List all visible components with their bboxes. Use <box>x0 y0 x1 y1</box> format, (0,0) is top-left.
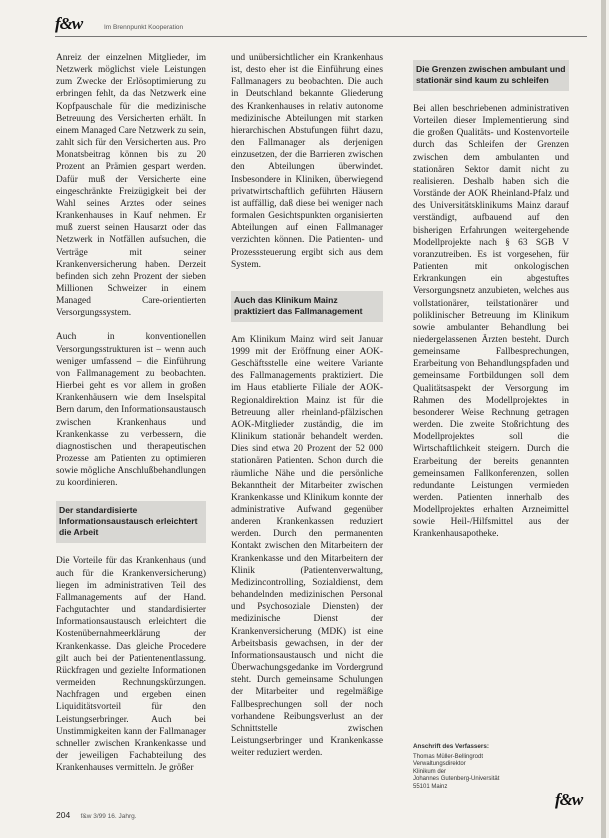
address-title: Anschrift des Verfassers: <box>413 743 489 750</box>
page-number: 204 <box>56 810 71 820</box>
paragraph: Am Klinikum Mainz wird seit Januar 1999 mit der Eröffnung einer AOK-Geschäftsstelle eine weitere Variante des Fallmanagements praktiziert. Die im Haus etablierte Filiale der AOK-Regionaldirektion Mainz ist für die Betreuung aller rheinland-pfälzischen AOK-Mitglieder zuständig, die im Klinikum stationär behandelt werden. Dies sind etwa 20 Prozent der 52 000 stationären Patienten. Schon durch die räumliche Nähe und die persönliche Bekanntheit der Mitarbeiter zwischen Krankenkasse und Klinikum konnte der administrative Aufwand gegenüber anderen Krankenkassen reduziert werden. Durch den permanenten Kontakt zwischen den Mitarbeitern der Krankenkasse und den Mitarbeitern der Klinik (Patientenverwaltung, Medizincontrolling, Sozialdienst, dem behandelnden medizinischen Personal und Psychosoziale Diensten) der medizinische Dienst der Krankenversicherung (MDK) ist eine Arbeitsbasis gewachsen, in der der Informationsaustausch und nicht die Überwachungsgedanke im Vordergrund steht. Durch gemeinsame Schulungen der Mitarbeiter und regelmäßige Fallbesprechungen soll der noch vorhandene Reibungsverlust an der Schnittstelle zwischen Leistungserbringer und Krankenkasse weiter reduziert werden. <box>231 334 383 759</box>
address-line: Thomas Müller-Bellingrodt <box>413 753 484 760</box>
column-1 <box>56 52 206 786</box>
paragraph: Anreiz der einzelnen Mitglieder, im Netzwerk möglichst viele Leistungen zum Zwecke der Erlösoptimierung zu erbringen fehlt, da das Netzwerk eine Kopfpauschale für die medizinische Betreuung des Versicherten erhält. In einem Managed Care Netzwerk zu sein, zahlt sich für den Versicherten aus. Pro Monatsbeitrag können bis zu 20 Prozent an Prämien gespart werden. Dafür muß der Versicherte eine eingeschränkte Freizügigkeit bei der Wahl seines Arztes oder seines Krankenhauses in Kauf nehmen. Er muß zuerst seinen Hausarzt oder das Netzwerk in Notfällen aufsuchen, die Verträge mit seiner Krankenversicherung haben. Derzeit befinden sich zehn Prozent der sieben Millionen Schweizer in einem Managed Care-orientierten Versorgungssystem. <box>56 53 206 319</box>
address-line: 55101 Mainz <box>413 783 448 790</box>
column-2 <box>231 52 383 771</box>
paragraph: Bei allen beschriebenen administrativen Vorteilen dieser Implementierung sind die großen Qualitäts- und Kostenvorteile durch das Schleifen der Grenzen zwischen dem ambulanten und stationären Sektor damit nicht zu realisieren. Deshalb haben sich die Vorstände der AOK Rheinland-Pfalz und des Universitätsklinikums Mainz darauf verständigt, aufbauend auf den bisherigen Erfahrungen weitergehende Modellprojekte nach § 63 SGB V voranzutreiben. Es ist vorgesehen, für Patienten mit onkologischen Erkrankungen ein abgestuftes Versorgungsnetz anzubieten, welches aus vollstationärer, teilstationärer und poliklinischer Betreuung im Klinikum sowie ambulanter Behandlung bei niedergelassenen Ärzten besteht. Durch gemeinsame Fallbesprechungen, Erarbeitung von Behandlungspfaden und gemeinsame Fortbildungen soll dem Qualitätsaspekt der Versorgung im Rahmen des Modellprojektes in besonderer Weise Rechnung getragen werden. Die zweite Stoßrichtung des Modellprojektes soll die Wirtschaftlichkeit steigern. Durch die Erarbeitung der bereits genannten gemeinsamen Fallkonferenzen, sollen redundante Leistungen vermieden werden. Patienten innerhalb des Modellprojektes erhalten Arzneimittel sowie Heil-/Hilfsmittel aus der Krankenhausapotheke. <box>413 104 569 540</box>
address-line: Klinikum der <box>413 768 447 775</box>
section-heading: Auch das Klinikum Mainz praktiziert das Fallmanagement <box>231 291 383 322</box>
section-heading: Die Grenzen zwischen ambulant und stationär sind kaum zu schleifen <box>413 60 569 91</box>
footer-source: f&w 3/99 16. Jahrg. <box>80 813 137 820</box>
section-heading: Der standardisierte Informationsaustausch erleichtert die Arbeit <box>56 501 206 543</box>
column-3 <box>413 60 569 553</box>
journal-logo: f&w <box>55 14 83 33</box>
paragraph: Die Vorteile für das Krankenhaus (und auch für die Krankenversicherung) liegen im administrativen Teil des Fallmanagements auf der Hand. Fachgutachter und standardisierter Informationsaustausch erleichtert die Kostenübernahmeerklärung der Krankenkasse. Das gleiche Procedere gilt auch bei der Patientenentlassung. Rückfragen und gezielte Informationen vermeiden Rechnungskürzungen. Nachfragen und ergeben einen Liquiditätsvorteil für den Leistungserbringer. Auch bei Unstimmigkeiten kann der Fallmanager schneller zwischen Krankenkasse und der jeweiligen Fachabteilung des Krankenhauses vermitteln. Je größer <box>56 556 206 774</box>
header-kicker: Im Brennpunkt Kooperation <box>104 24 184 31</box>
page-edge-strip <box>601 0 606 838</box>
footer-logo: f&w <box>555 790 583 809</box>
address-line: Johannes Gutenberg-Universität <box>413 776 500 783</box>
paragraph: und unübersichtlicher ein Krankenhaus ist, desto eher ist die Einführung eines Fallmanagers zu beobachten. Die auch in Deutschland bekannte Gliederung des Krankenhauses in relativ autonome medizinische Abteilungen mit starken hierarchischen Abstufungen führt dazu, den Fallmanager als derjenigen einzusetzen, der die Barrieren zwischen den Abteilungen überwindet. Insbesondere in Kliniken, überwiegend privatwirtschaftlich geführten Häusern ist auffällig, daß diese bei weniger nach formalen Gesichtspunkten organisierten Abteilungen auf einen Fallmanager verzichten können. Die Patienten- und Prozesssteuerung ergibt sich aus dem System. <box>231 53 383 270</box>
paragraph: Auch in konventionellen Versorgungsstrukturen ist – wenn auch weniger umfassend – die Einführung von Fallmanagement zu beobachten. Hierbei geht es vor allem in großen Krankenhäusern wie dem Inselspital Bern darum, den Informationsaustausch zwischen Krankenhaus und Krankenkasse zu verbessern, die diagnostischen und therapeutischen Prozesse am Patienten zu optimieren sowie mögliche Anschlußbehandlungen zu koordinieren. <box>56 332 206 489</box>
author-address <box>413 743 553 792</box>
address-line: Verwaltungsdirektor <box>413 761 466 768</box>
page-footer <box>56 810 137 820</box>
header-rule <box>55 36 587 37</box>
